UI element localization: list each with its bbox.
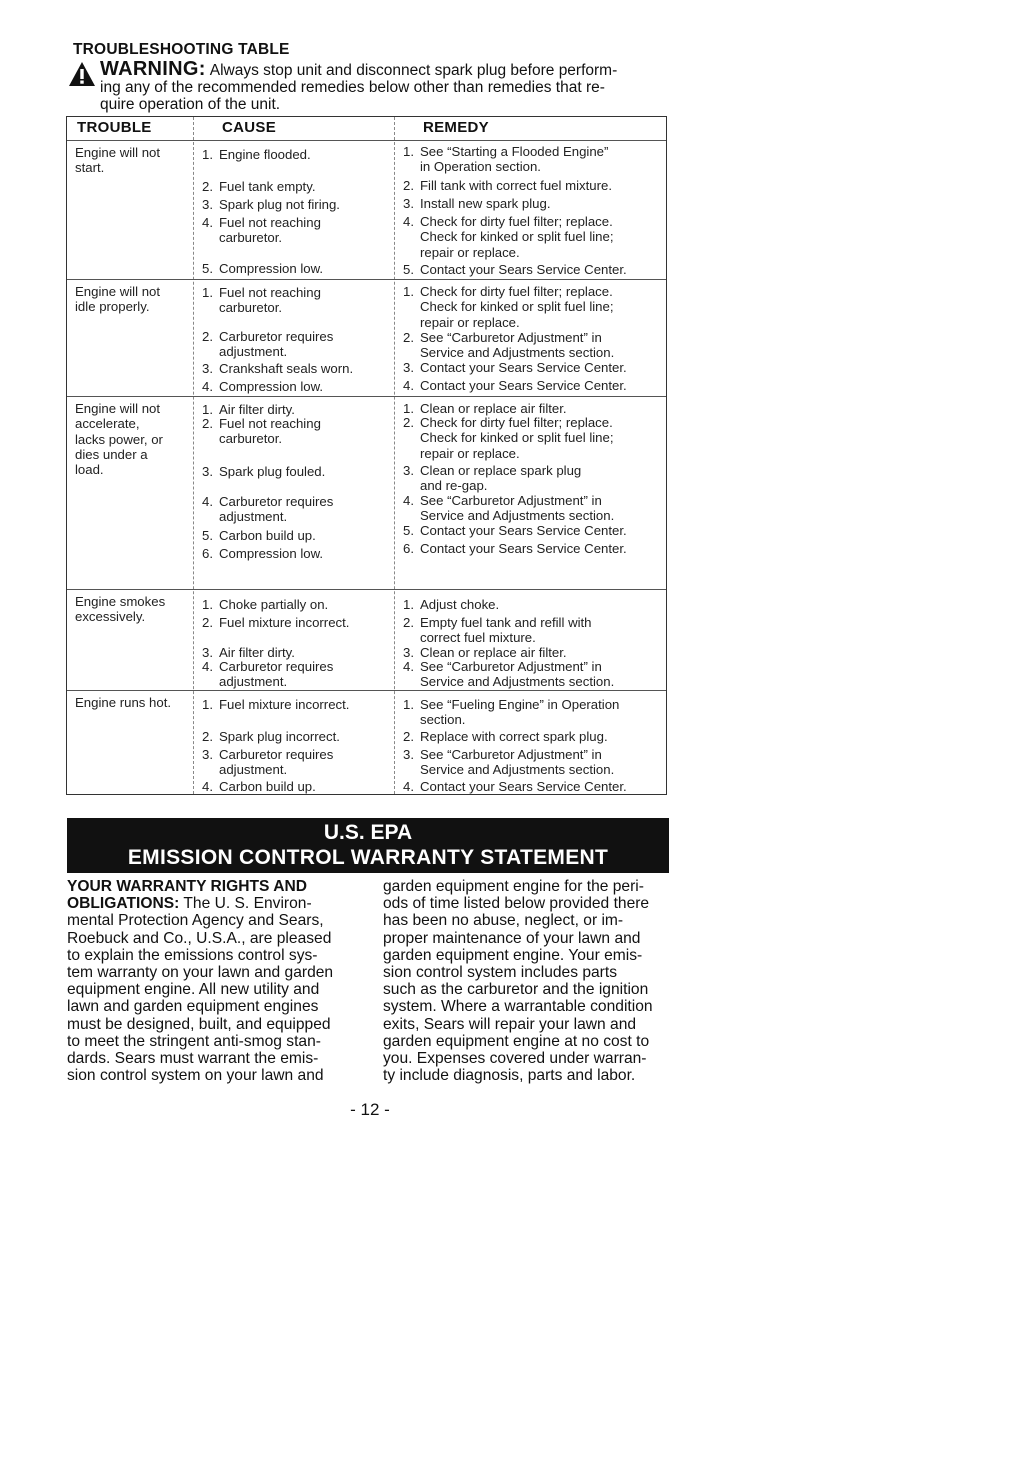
epa-title-line1: U.S. EPA [323, 821, 413, 844]
warranty-text-line: lawn and garden equipment engines [67, 998, 319, 1016]
remedy-number: 1. [403, 284, 414, 299]
warranty-text-line: garden equipment engine for the peri- [383, 878, 644, 895]
cause-number: 3. [202, 361, 213, 376]
warranty-text-line: mental Protection Agency and Sears, [67, 912, 324, 930]
cause-number: 3. [202, 197, 213, 212]
remedy-text: Contact your Sears Service Center. [420, 541, 627, 556]
remedy-number: 5. [403, 523, 414, 538]
remedy-item [403, 284, 614, 330]
warranty-text-line: exits, Sears will repair your lawn and [383, 1015, 637, 1033]
remedy-item [403, 659, 614, 690]
warranty-text-line: sion control system on your lawn and [67, 1067, 324, 1085]
cause-number: 1. [202, 402, 213, 417]
cause-item [202, 464, 325, 479]
cause-number: 2. [202, 416, 213, 431]
cause-item [202, 546, 323, 561]
warranty-heading: OBLIGATIONS: [67, 895, 180, 913]
warranty-text-line: ods of time listed below provided there [383, 895, 650, 913]
remedy-text: Clean or replace air filter. [420, 645, 567, 660]
remedy-number: 4. [403, 659, 414, 674]
epa-banner [67, 818, 669, 873]
cause-number: 3. [202, 464, 213, 479]
remedy-text: Check for dirty fuel filter; replace. Check for kinked or split fuel line; repair or replace. [420, 415, 614, 461]
trouble-cell: Engine smokes excessively. [75, 594, 166, 625]
warranty-heading: YOUR WARRANTY RIGHTS AND [67, 878, 307, 895]
cause-text: Engine flooded. [219, 147, 311, 162]
cause-number: 3. [202, 747, 213, 762]
warranty-text-line: to meet the stringent anti-smog stan- [67, 1032, 321, 1050]
cause-item [202, 361, 353, 376]
remedy-number: 2. [403, 729, 414, 744]
cause-text: Carburetor requires adjustment. [219, 747, 334, 778]
remedy-number: 2. [403, 415, 414, 430]
cause-number: 4. [202, 215, 213, 230]
row-divider [67, 396, 666, 397]
remedy-text: Fill tank with correct fuel mixture. [420, 178, 613, 193]
cause-item [202, 528, 316, 543]
troubleshooting-table [66, 116, 667, 795]
remedy-item [403, 597, 499, 612]
remedy-item [403, 214, 614, 260]
cause-number: 2. [202, 179, 213, 194]
warranty-text-line: dards. Sears must warrant the emis- [67, 1050, 319, 1068]
cause-number: 1. [202, 285, 213, 300]
remedy-number: 1. [403, 597, 414, 612]
remedy-item [403, 645, 567, 660]
remedy-text: Adjust choke. [420, 597, 500, 612]
remedy-text: See “Carburetor Adjustment” in Service and Adjustments section. [420, 493, 615, 524]
remedy-text: Check for dirty fuel filter; replace. Check for kinked or split fuel line; repair or replace. [420, 284, 614, 330]
cause-text: Choke partially on. [219, 597, 329, 612]
cause-number: 1. [202, 597, 213, 612]
remedy-item [403, 615, 592, 646]
header-cause: CAUSE [222, 119, 277, 136]
cause-number: 2. [202, 729, 213, 744]
remedy-number: 4. [403, 378, 414, 393]
remedy-text: Check for dirty fuel filter; replace. Check for kinked or split fuel line; repair or replace. [420, 214, 614, 260]
warranty-text-line: system. Where a warrantable condition [383, 998, 653, 1016]
remedy-item [403, 779, 627, 794]
remedy-item [403, 541, 627, 556]
cause-item [202, 494, 333, 525]
warning-triangle-icon [68, 61, 96, 87]
remedy-item [403, 415, 614, 461]
remedy-number: 3. [403, 360, 414, 375]
cause-number: 4. [202, 379, 213, 394]
cause-text: Air filter dirty. [219, 402, 295, 417]
cause-item [202, 779, 316, 794]
cause-item [202, 379, 323, 394]
row-divider [67, 690, 666, 691]
warranty-text-line: equipment engine. All new utility and [67, 981, 320, 999]
warranty-text-line: ty include diagnosis, parts and labor. [383, 1067, 636, 1085]
remedy-text: Install new spark plug. [420, 196, 551, 211]
cause-item [202, 747, 333, 778]
cause-text: Fuel mixture incorrect. [219, 697, 350, 712]
warranty-text-line: has been no abuse, neglect, or im- [383, 912, 624, 930]
trouble-cell: Engine runs hot. [75, 695, 172, 710]
remedy-item [403, 463, 581, 494]
warning-line: ing any of the recommended remedies below other than remedies that re- [100, 79, 605, 96]
remedy-text: Contact your Sears Service Center. [420, 779, 627, 794]
header-trouble: TROUBLE [77, 119, 152, 136]
warranty-text-line: Roebuck and Co., U.S.A., are pleased [67, 929, 332, 947]
cause-text: Compression low. [219, 546, 324, 561]
remedy-text: Contact your Sears Service Center. [420, 523, 627, 538]
epa-title-line2: EMISSION CONTROL WARRANTY STATEMENT [127, 846, 609, 869]
cause-text: Crankshaft seals worn. [219, 361, 354, 376]
cause-text: Compression low. [219, 261, 324, 276]
remedy-number: 1. [403, 401, 414, 416]
cause-number: 2. [202, 329, 213, 344]
remedy-number: 4. [403, 779, 414, 794]
row-divider [67, 589, 666, 590]
column-divider [193, 117, 194, 794]
remedy-item [403, 144, 608, 175]
cause-item [202, 147, 311, 162]
remedy-item [403, 747, 614, 778]
remedy-number: 2. [403, 178, 414, 193]
column-divider [394, 117, 395, 794]
warranty-text-line: must be designed, built, and equipped [67, 1015, 331, 1033]
cause-item [202, 645, 295, 660]
header-remedy: REMEDY [423, 119, 489, 136]
cause-item [202, 729, 340, 744]
remedy-item [403, 697, 619, 728]
remedy-item [403, 401, 567, 416]
remedy-text: Clean or replace air filter. [420, 401, 567, 416]
header-divider [67, 140, 666, 141]
cause-text: Spark plug fouled. [219, 464, 326, 479]
cause-number: 4. [202, 494, 213, 509]
cause-item [202, 179, 316, 194]
cause-number: 4. [202, 779, 213, 794]
remedy-text: Contact your Sears Service Center. [420, 262, 627, 277]
remedy-number: 3. [403, 463, 414, 478]
cause-number: 2. [202, 615, 213, 630]
cause-item [202, 329, 333, 360]
warranty-text-line: such as the carburetor and the ignition [383, 981, 649, 999]
cause-text: Spark plug not firing. [219, 197, 340, 212]
warranty-text-line: sion control system includes parts [383, 964, 618, 982]
cause-item [202, 261, 323, 276]
cause-item [202, 659, 333, 690]
warning-label: WARNING: [100, 58, 206, 80]
remedy-number: 6. [403, 541, 414, 556]
warning-line: Always stop unit and disconnect spark plug before perform- [209, 62, 618, 79]
warranty-text-right [383, 878, 683, 1084]
remedy-item [403, 378, 627, 393]
cause-item [202, 416, 321, 447]
cause-text: Carburetor requires adjustment. [219, 659, 334, 690]
cause-text: Carburetor requires adjustment. [219, 329, 334, 360]
remedy-item [403, 178, 612, 193]
cause-number: 5. [202, 528, 213, 543]
remedy-item [403, 360, 627, 375]
remedy-text: Clean or replace spark plug and re-gap. [420, 463, 582, 494]
row-divider [67, 279, 666, 280]
warning-block [68, 58, 668, 113]
warranty-text-line: tem warranty on your lawn and garden [67, 964, 334, 982]
remedy-text: See “Carburetor Adjustment” in Service and Adjustments section. [420, 659, 615, 690]
remedy-text: Replace with correct spark plug. [420, 729, 608, 744]
cause-text: Carburetor requires adjustment. [219, 494, 334, 525]
cause-text: Carbon build up. [219, 779, 316, 794]
warranty-text-line: garden equipment engine. Your emis- [383, 946, 643, 964]
remedy-item [403, 330, 614, 361]
cause-item [202, 285, 321, 316]
trouble-cell: Engine will not start. [75, 145, 161, 176]
cause-number: 1. [202, 147, 213, 162]
cause-item [202, 615, 349, 630]
cause-text: Air filter dirty. [219, 645, 295, 660]
remedy-text: Empty fuel tank and refill with correct fuel mixture. [420, 615, 592, 646]
remedy-number: 4. [403, 493, 414, 508]
remedy-number: 4. [403, 214, 414, 229]
cause-text: Carbon build up. [219, 528, 316, 543]
remedy-number: 3. [403, 747, 414, 762]
warranty-text-line: to explain the emissions control sys- [67, 946, 318, 964]
remedy-text: See “Starting a Flooded Engine” in Operation section. [420, 144, 609, 175]
remedy-number: 1. [403, 697, 414, 712]
cause-number: 4. [202, 659, 213, 674]
cause-text: Fuel not reaching carburetor. [219, 285, 321, 316]
remedy-item [403, 523, 627, 538]
remedy-number: 5. [403, 262, 414, 277]
remedy-number: 2. [403, 615, 414, 630]
remedy-number: 1. [403, 144, 414, 159]
remedy-item [403, 493, 614, 524]
cause-item [202, 697, 349, 712]
cause-number: 1. [202, 697, 213, 712]
warranty-text-line: The U. S. Environ- [179, 895, 312, 913]
remedy-item [403, 729, 608, 744]
cause-text: Fuel tank empty. [219, 179, 316, 194]
remedy-number: 3. [403, 645, 414, 660]
remedy-item [403, 196, 550, 211]
remedy-text: See “Carburetor Adjustment” in Service and Adjustments section. [420, 747, 615, 778]
cause-item [202, 197, 340, 212]
page-number: - 12 - [350, 1100, 390, 1119]
trouble-cell: Engine will not accelerate, lacks power, or dies under a load. [75, 401, 163, 478]
cause-item [202, 597, 328, 612]
cause-text: Fuel not reaching carburetor. [219, 215, 321, 246]
remedy-text: See “Carburetor Adjustment” in Service and Adjustments section. [420, 330, 615, 361]
warranty-text-line: you. Expenses covered under warran- [383, 1050, 647, 1068]
remedy-text: Contact your Sears Service Center. [420, 360, 627, 375]
warranty-text-line: proper maintenance of your lawn and [383, 929, 641, 947]
remedy-item [403, 262, 627, 277]
warning-line: quire operation of the unit. [100, 96, 281, 113]
warranty-text-left [67, 878, 367, 1084]
cause-number: 5. [202, 261, 213, 276]
remedy-number: 3. [403, 196, 414, 211]
cause-number: 3. [202, 645, 213, 660]
cause-text: Fuel mixture incorrect. [219, 615, 350, 630]
cause-text: Fuel not reaching carburetor. [219, 416, 321, 447]
cause-text: Spark plug incorrect. [219, 729, 340, 744]
cause-text: Compression low. [219, 379, 324, 394]
cause-number: 6. [202, 546, 213, 561]
remedy-text: See “Fueling Engine” in Operation section. [420, 697, 620, 728]
cause-item [202, 402, 295, 417]
remedy-text: Contact your Sears Service Center. [420, 378, 627, 393]
trouble-cell: Engine will not idle properly. [75, 284, 161, 315]
troubleshooting-title: TROUBLESHOOTING TABLE [73, 41, 290, 58]
cause-item [202, 215, 321, 246]
remedy-number: 2. [403, 330, 414, 345]
warranty-text-line: garden equipment engine at no cost to [383, 1032, 650, 1050]
